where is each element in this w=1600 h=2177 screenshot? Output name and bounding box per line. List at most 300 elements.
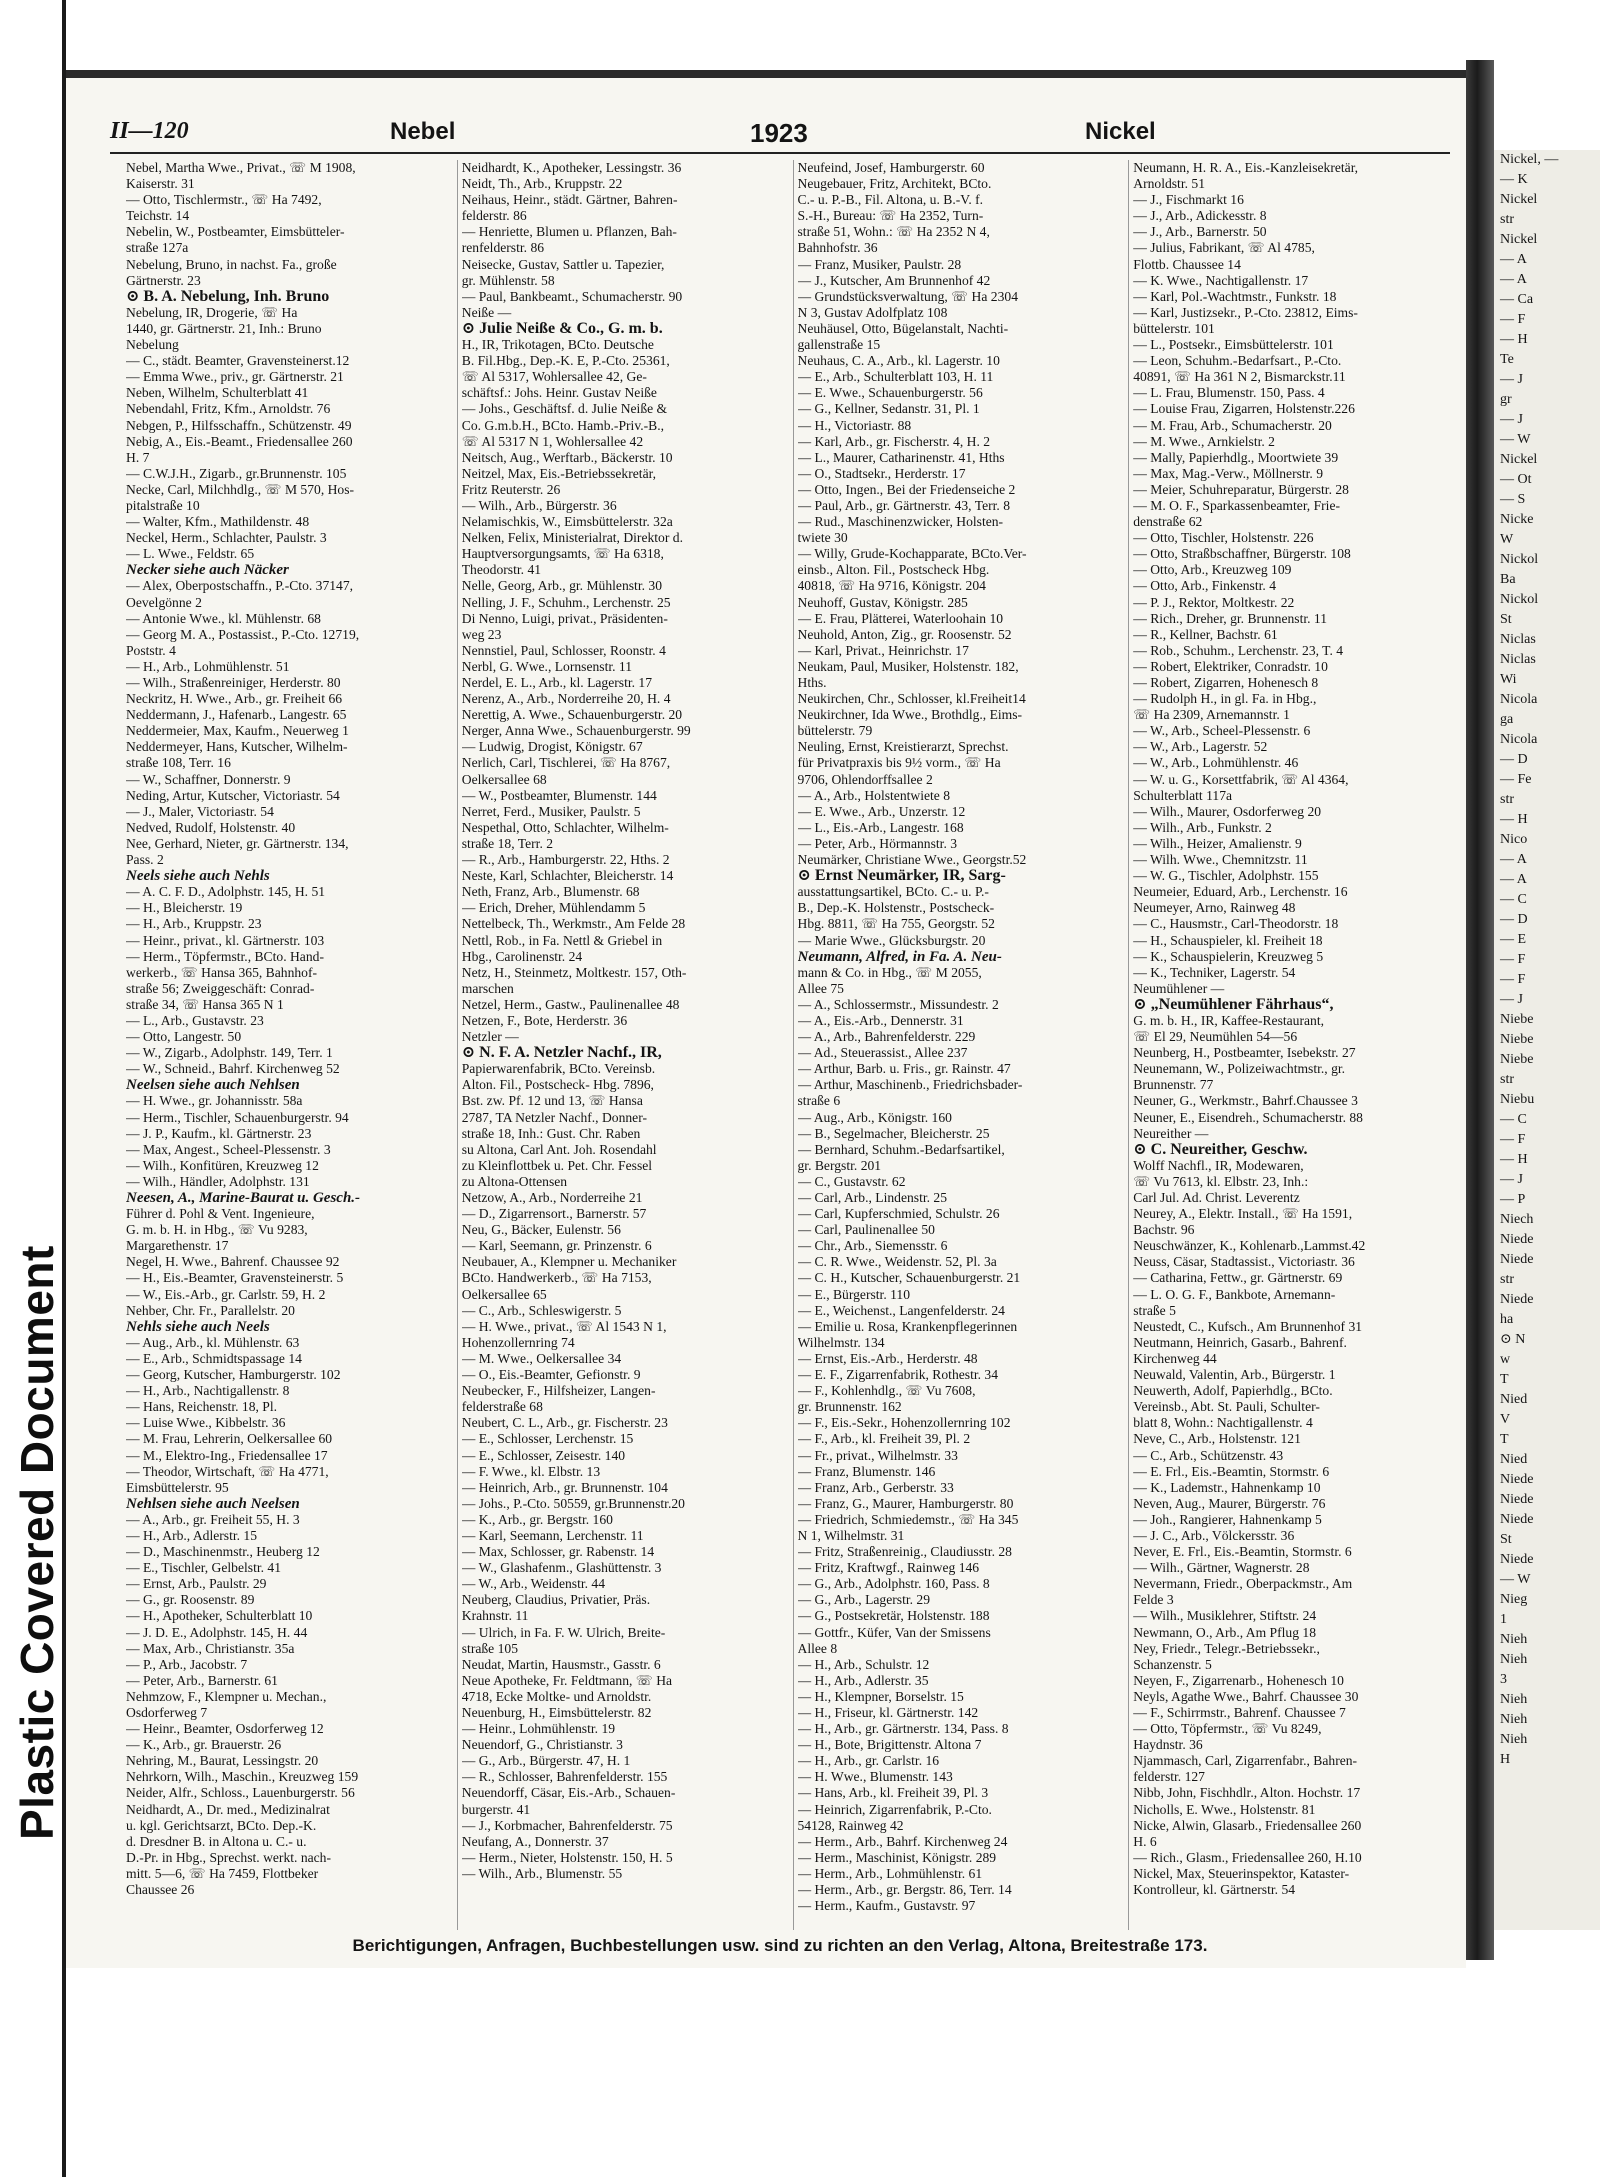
directory-entry: — H., Arb., Schulstr. 12	[797, 1656, 930, 1672]
directory-entry: Neddermann, J., Hafenarb., Langestr. 65	[126, 707, 347, 723]
directory-entry: — H., Friseur, kl. Gärtnerstr. 142	[797, 1705, 979, 1720]
directory-entry: Neuendorff, Cäsar, Eis.-Arb., Schauen-	[461, 1785, 676, 1801]
next-page-entry: Wi	[1500, 672, 1517, 687]
directory-entry: einsb., Alton. Fil., Postscheck Hbg.	[797, 562, 990, 578]
directory-entry: — Ludwig, Drogist, Königstr. 67	[461, 739, 643, 755]
directory-entry: — Herm., Töpfermstr., BCto. Hand-	[126, 948, 324, 964]
directory-entry: — B., Segelmacher, Bleicherstr. 25	[797, 1125, 990, 1141]
directory-entry: — F., Kohlenhdlg., ☏ Vu 7608,	[797, 1383, 976, 1399]
directory-entry: — Walter, Kfm., Mathildenstr. 48	[126, 514, 310, 530]
directory-entry: — Franz, Arb., Gerberstr. 33	[797, 1479, 954, 1495]
directory-entry: — Ulrich, in Fa. F. W. Ulrich, Breite-	[461, 1624, 666, 1640]
directory-entry: — A. C. F. D., Adolphstr. 145, H. 51	[126, 884, 326, 900]
directory-entry: renfelderstr. 86	[461, 240, 545, 256]
directory-entry: — Wilh., Heizer, Amalienstr. 9	[1133, 835, 1302, 851]
directory-entry: — Georg M. A., Postassist., P.-Cto. 12719,	[126, 626, 360, 642]
next-page-entry: Nickel	[1500, 192, 1538, 207]
directory-entry: — Ernst, Eis.-Arb., Herderstr. 48	[797, 1350, 978, 1366]
directory-entry: Nebelung	[126, 337, 179, 353]
directory-entry: — H., Arb., Lohmühlenstr. 51	[126, 658, 290, 674]
directory-entry: — Carl, Arb., Lindenstr. 25	[797, 1190, 948, 1205]
directory-entry: — Luise Wwe., Kibbelstr. 36	[126, 1415, 286, 1431]
directory-entry: — M. O. F., Sparkassenbeamter, Frie-	[1133, 497, 1341, 513]
header-first-name: Nebel	[390, 118, 456, 145]
directory-entry: Neumeyer, Arno, Rainweg 48	[1133, 900, 1296, 916]
directory-entry: Fritz Reuterstr. 26	[461, 481, 561, 497]
directory-entry: Nespethal, Otto, Schlachter, Wilhelm-	[461, 819, 669, 835]
next-page-entry: — W	[1500, 432, 1531, 447]
next-page-entry: ⊙ N	[1500, 1332, 1526, 1347]
directory-entry: ☏ Ha 2309, Arnemannstr. 1	[1133, 707, 1290, 723]
next-page-entry: T	[1500, 1372, 1509, 1387]
directory-entry: — Max, Mag.-Verw., Möllnerstr. 9	[1133, 465, 1324, 481]
directory-entry: Neth, Franz, Arb., Blumenstr. 68	[461, 884, 640, 900]
directory-entry: — H., Bote, Brigittenstr. Altona 7	[797, 1737, 982, 1753]
next-page-entry: Niclas	[1500, 632, 1536, 647]
next-page-entry: — S	[1500, 492, 1526, 507]
page-number: II—120	[110, 118, 189, 144]
directory-entry: N 1, Wilhelmstr. 31	[797, 1527, 905, 1543]
directory-entry: — H., Victoriastr. 88	[797, 417, 912, 433]
next-page-entry: Te	[1500, 352, 1514, 367]
directory-entry: straße 6	[797, 1093, 841, 1109]
directory-entry: — Chr., Arb., Siemensstr. 6	[797, 1238, 948, 1254]
next-page-entry: — F	[1500, 1132, 1526, 1147]
directory-entry: — H., Arb., Adlerstr. 15	[126, 1527, 258, 1543]
directory-entry: Nehring, M., Baurat, Lessingstr. 20	[126, 1753, 319, 1769]
next-page-entry: Niede	[1500, 1232, 1534, 1247]
directory-entry: Neumärker, Christiane Wwe., Georgstr.52	[797, 852, 1027, 868]
next-page-entry: Niebu	[1500, 1092, 1535, 1107]
directory-entry: — W., Arb., Lagerstr. 52	[1133, 739, 1268, 755]
directory-entry: Nee, Gerhard, Nieter, gr. Gärtnerstr. 134,	[126, 835, 349, 851]
directory-entry: — Carl, Paulinenallee 50	[797, 1222, 935, 1238]
directory-entry: — G., Arb., Lagerstr. 29	[797, 1592, 931, 1608]
directory-columns	[126, 160, 1456, 1930]
directory-entry: — H., Arb., Kruppstr. 23	[126, 916, 262, 932]
next-page-entry: str	[1500, 212, 1514, 227]
directory-entry: — Wilh., Maurer, Osdorferweg 20	[1133, 803, 1322, 819]
directory-entry: Neels siehe auch Nehls	[126, 868, 270, 885]
directory-entry: — Wilh., Arb., Blumenstr. 55	[461, 1865, 623, 1881]
directory-entry: Führer d. Pohl & Vent. Ingenieure,	[126, 1206, 315, 1222]
directory-entry: straße 56; Zweiggeschäft: Conrad-	[126, 980, 315, 996]
directory-entry: — L., Postsekr., Eimsbüttelerstr. 101	[1133, 337, 1334, 353]
directory-entry: — Fritz, Straßenreinig., Claudiusstr. 28	[797, 1544, 1012, 1560]
next-page-entry: Nieg	[1500, 1592, 1528, 1607]
left-margin-strip	[0, 0, 66, 2177]
directory-entry: Nelamischkis, W., Eimsbüttelerstr. 32a	[461, 514, 673, 530]
directory-entry: Nerenz, A., Arb., Norderreihe 20, H. 4	[461, 691, 671, 707]
header-rule	[110, 152, 1450, 154]
directory-entry: — Rob., Schuhm., Lerchenstr. 23, T. 4	[1133, 642, 1344, 658]
directory-entry: — Arthur, Barb. u. Fris., gr. Rainstr. 47	[797, 1061, 1011, 1077]
directory-entry: — C. H., Kutscher, Schauenburgerstr. 21	[797, 1270, 1021, 1286]
directory-entry: — Antonie Wwe., kl. Mühlenstr. 68	[126, 610, 321, 626]
directory-entry: straße 51, Wohn.: ☏ Ha 2352 N 4,	[797, 224, 990, 240]
next-page-entry: Niede	[1500, 1492, 1534, 1507]
directory-entry: mann & Co. in Hbg., ☏ M 2055,	[797, 964, 982, 980]
directory-entry: Hauptversorgungsamts, ☏ Ha 6318,	[461, 546, 664, 562]
directory-entry: — E. Frl., Eis.-Beamtin, Stormstr. 6	[1133, 1463, 1330, 1479]
directory-entry: — E., Tischler, Gelbelstr. 41	[126, 1560, 282, 1576]
directory-entry: Nicke, Alwin, Glasarb., Friedensallee 260	[1133, 1817, 1362, 1833]
directory-entry: twiete 30	[797, 530, 848, 546]
next-page-entry: Niede	[1500, 1552, 1534, 1567]
next-page-entry: — F	[1500, 952, 1526, 967]
directory-entry: — E. F., Zigarrenfabrik, Rothestr. 34	[797, 1367, 999, 1383]
directory-entry: — W., Eis.-Arb., gr. Carlstr. 59, H. 2	[126, 1286, 326, 1302]
next-page-entry: gr	[1500, 392, 1512, 407]
directory-entry: Neumann, Alfred, in Fa. A. Neu-	[797, 948, 1002, 965]
directory-entry: — W. u. G., Korsettfabrik, ☏ Al 4364,	[1133, 771, 1349, 787]
directory-entry: — Julius, Fabrikant, ☏ Al 4785,	[1133, 240, 1315, 256]
directory-entry: — M. Frau, Arb., Schumacherstr. 20	[1133, 417, 1332, 433]
directory-entry: Neidhardt, K., Apotheker, Lessingstr. 36	[461, 160, 682, 175]
directory-entry: Netzel, Herm., Gastw., Paulinenallee 48	[461, 996, 680, 1012]
directory-entry: büttelerstr. 79	[797, 723, 873, 739]
directory-entry: Alton. Fil., Postscheck- Hbg. 7896,	[461, 1077, 654, 1093]
directory-entry: Nebelung, Bruno, in nachst. Fa., große	[126, 256, 337, 272]
directory-entry: — Wilh. Wwe., Chemnitzstr. 11	[1133, 852, 1308, 868]
directory-entry: — Karl, Pol.-Wachtmstr., Funkstr. 18	[1133, 288, 1337, 304]
directory-entry: — Max, Arb., Christianstr. 35a	[126, 1640, 295, 1656]
next-page-entry: Nickol	[1500, 592, 1539, 607]
directory-entry: Neve, C., Arb., Holstenstr. 121	[1133, 1431, 1301, 1447]
directory-entry: — M., Elektro-Ing., Friedensallee 17	[126, 1447, 328, 1463]
directory-entry: Neuhoff, Gustav, Königstr. 285	[797, 594, 968, 610]
directory-entry: — Fritz, Kraftwgf., Rainweg 146	[797, 1560, 980, 1576]
directory-entry: Neuschwänzer, K., Kohlenarb.,Lammst.42	[1133, 1238, 1366, 1254]
directory-entry: H. 7	[126, 449, 150, 465]
directory-entry: ausstattungsartikel, BCto. C.- u. P.-	[797, 884, 989, 900]
directory-entry: — Wilh., Arb., Bürgerstr. 36	[461, 497, 617, 513]
directory-entry: Hbg. 8811, ☏ Ha 755, Georgstr. 52	[797, 916, 995, 932]
directory-entry: Nerret, Ferd., Musiker, Paulstr. 5	[461, 803, 641, 819]
directory-entry: ⊙ B. A. Nebelung, Inh. Bruno	[126, 288, 330, 305]
directory-entry: — J., Korbmacher, Bahrenfelderstr. 75	[461, 1817, 673, 1833]
directory-entry: — Heinr., Beamter, Osdorferweg 12	[126, 1721, 324, 1737]
directory-entry: — Paul, Bankbeamt., Schumacherstr. 90	[461, 288, 683, 304]
directory-entry: Bachstr. 96	[1133, 1222, 1195, 1238]
directory-entry: Neu, G., Bäcker, Eulenstr. 56	[461, 1222, 621, 1238]
directory-entry: — Hans, Arb., kl. Freiheit 39, Pl. 3	[797, 1785, 989, 1801]
next-page-entry: — F	[1500, 972, 1526, 987]
directory-entry: — H. Wwe., privat., ☏ Al 1543 N 1,	[461, 1318, 667, 1334]
next-page-entry: Nico	[1500, 832, 1528, 847]
directory-entry: blatt 8, Wohn.: Nachtigallenstr. 4	[1133, 1415, 1313, 1431]
directory-entry: Nehmzow, F., Klempner u. Mechan.,	[126, 1688, 327, 1704]
directory-entry: denstraße 62	[1133, 514, 1203, 530]
directory-entry: Co. G.m.b.H., BCto. Hamb.-Priv.-B.,	[461, 417, 665, 433]
directory-entry: — Heinr., Lohmühlenstr. 19	[461, 1721, 616, 1737]
directory-entry: Pass. 2	[126, 852, 164, 868]
directory-entry: ☏ Al 5317, Wohlersallee 42, Ge-	[461, 369, 647, 385]
directory-entry: d. Dresdner B. in Altona u. C.- u.	[126, 1833, 307, 1849]
directory-entry: — Franz, G., Maurer, Hamburgerstr. 80	[797, 1495, 1014, 1511]
next-page-entry: 1	[1500, 1612, 1507, 1627]
next-page-entry: — H	[1500, 812, 1528, 827]
next-page-entry: — H	[1500, 1152, 1528, 1167]
header-last-name: Nickel	[1085, 118, 1156, 145]
directory-entry: Neven, Aug., Maurer, Bürgerstr. 76	[1133, 1495, 1326, 1511]
next-page-entry: Nieh	[1500, 1692, 1528, 1707]
directory-entry: — L. Wwe., Feldstr. 65	[126, 546, 255, 562]
directory-entry: Neben, Wilhelm, Schulterblatt 41	[126, 385, 309, 401]
directory-entry: — H., Bleicherstr. 19	[126, 900, 243, 916]
directory-entry: felderstraße 68	[461, 1399, 543, 1415]
directory-entry: — J. C., Arb., Völckersstr. 36	[1133, 1527, 1295, 1543]
directory-entry: — J. P., Kaufm., kl. Gärtnerstr. 23	[126, 1125, 312, 1141]
directory-entry: — W., Schaffner, Donnerstr. 9	[126, 771, 291, 787]
directory-entry: Bahnhofstr. 36	[797, 240, 878, 256]
directory-entry: — Peter, Arb., Barnerstr. 61	[126, 1672, 278, 1688]
next-page-entry: Nieh	[1500, 1632, 1528, 1647]
directory-entry: Neuner, G., Werkmstr., Bahrf.Chaussee 3	[1133, 1093, 1358, 1109]
directory-entry: — Herm., Kaufm., Gustavstr. 97	[797, 1898, 976, 1914]
directory-entry: — K., Lademstr., Hahnenkamp 10	[1133, 1479, 1321, 1495]
directory-entry: — Aug., Arb., Königstr. 160	[797, 1109, 952, 1125]
directory-entry: Nedved, Rudolf, Holstenstr. 40	[126, 819, 296, 835]
directory-entry: — Ernst, Arb., Paulstr. 29	[126, 1576, 267, 1592]
directory-entry: Nelling, J. F., Schuhm., Lerchenstr. 25	[461, 594, 671, 610]
directory-entry: pitalstraße 10	[126, 497, 200, 513]
directory-entry: — Karl, Seemann, gr. Prinzenstr. 6	[461, 1238, 652, 1254]
next-page-entry: — J	[1500, 992, 1523, 1007]
directory-entry: straße 34, ☏ Hansa 365 N 1	[126, 996, 284, 1012]
directory-entry: Neddermeier, Max, Kaufm., Neuerweg 1	[126, 723, 349, 739]
directory-entry: Neider, Alfr., Schloss., Lauenburgerstr. 56	[126, 1785, 355, 1801]
next-page-entry: — A	[1500, 272, 1527, 287]
directory-entry: Haydnstr. 36	[1133, 1737, 1203, 1753]
directory-entry: Neumühlener —	[1133, 980, 1225, 996]
next-page-entry: — J	[1500, 1172, 1523, 1187]
next-page-entry: ha	[1500, 1312, 1514, 1327]
next-page-entry: Ba	[1500, 572, 1516, 587]
directory-entry: — Rich., Glasm., Friedensallee 260, H.10	[1133, 1849, 1362, 1865]
directory-entry: Osdorferweg 7	[126, 1705, 208, 1720]
directory-entry: — F., Arb., kl. Freiheit 39, Pl. 2	[797, 1431, 971, 1447]
directory-entry: Neiße —	[461, 304, 512, 320]
next-page-entry: Niede	[1500, 1252, 1534, 1267]
directory-entry: Theodorstr. 41	[461, 562, 542, 578]
directory-entry: felderstr. 86	[461, 208, 527, 224]
directory-entry: — Grundstücksverwaltung, ☏ Ha 2304	[797, 288, 1018, 304]
directory-entry: C.- u. P.-B., Fil. Altona, u. B.-V. f.	[797, 192, 984, 208]
directory-entry: — R., Arb., Hamburgerstr. 22, Hths. 2	[461, 852, 670, 868]
directory-entry: Nennstiel, Paul, Schlosser, Roonstr. 4	[461, 642, 666, 658]
next-page-entry: — F	[1500, 312, 1526, 327]
directory-entry: Margarethenstr. 17	[126, 1238, 229, 1254]
directory-entry: — Erich, Dreher, Mühlendamm 5	[461, 900, 646, 916]
directory-entry: — J., Maler, Victoriastr. 54	[126, 803, 274, 819]
directory-entry: — E. Wwe., Arb., Unzerstr. 12	[797, 803, 966, 819]
directory-entry: — Joh., Rangierer, Hahnenkamp 5	[1133, 1511, 1322, 1527]
directory-entry: — C., Gustavstr. 62	[797, 1173, 906, 1189]
directory-entry: — Arthur, Maschinenb., Friedrichsbader-	[797, 1077, 1023, 1093]
page-header	[110, 118, 1450, 148]
next-page-entry: Nieh	[1500, 1732, 1528, 1747]
spine-label: Plastic Covered Document	[11, 1245, 63, 1840]
directory-entry: — Franz, Blumenstr. 146	[797, 1463, 936, 1479]
directory-entry: B., Dep.-K. Holstenstr., Postscheck-	[797, 900, 995, 916]
directory-entry: — O., Stadtsekr., Herderstr. 17	[797, 465, 966, 481]
next-page-entry: w	[1500, 1352, 1511, 1367]
directory-entry: — W., Arb., Lohmühlenstr. 46	[1133, 755, 1299, 771]
next-page-entry: Niede	[1500, 1292, 1534, 1307]
directory-entry: ☏ El 29, Neumühlen 54—56	[1133, 1029, 1298, 1045]
directory-entry: Nettelbeck, Th., Werkmstr., Am Felde 28	[461, 916, 686, 932]
directory-entry: — O., Eis.-Beamter, Gefionstr. 9	[461, 1367, 641, 1383]
directory-entry: — A., Schlossermstr., Missundestr. 2	[797, 996, 999, 1012]
directory-entry: Nettl, Rob., in Fa. Nettl & Griebel in	[461, 932, 663, 948]
directory-entry: — J., Fischmarkt 16	[1133, 192, 1244, 208]
directory-entry: — C. R. Wwe., Weidenstr. 52, Pl. 3a	[797, 1254, 997, 1270]
directory-entry: Krahnstr. 11	[461, 1608, 529, 1624]
directory-entry: Neukirchen, Chr., Schlosser, kl.Freiheit14	[797, 691, 1026, 707]
directory-entry: Neukam, Paul, Musiker, Holstenstr. 182,	[797, 658, 1019, 674]
directory-entry: Neddermeyer, Hans, Kutscher, Wilhelm-	[126, 739, 348, 755]
directory-entry: Neumeier, Eduard, Arb., Lerchenstr. 16	[1133, 884, 1348, 900]
directory-entry: Neitzel, Max, Eis.-Betriebssekretär,	[461, 465, 656, 481]
directory-entry: — C., Hausmstr., Carl-Theodorstr. 18	[1133, 916, 1339, 932]
directory-entry: Nebgen, P., Hilfsschaffn., Schützenstr. 49	[126, 417, 352, 433]
directory-entry: straße 18, Inh.: Gust. Chr. Raben	[461, 1125, 641, 1141]
directory-entry: — K., Techniker, Lagerstr. 54	[1133, 964, 1296, 980]
directory-entry: — H., Arb., gr. Carlstr. 16	[797, 1753, 940, 1769]
directory-entry: Nehlsen siehe auch Neelsen	[126, 1495, 300, 1512]
directory-entry: Kaiserstr. 31	[126, 176, 195, 192]
directory-entry: — A., Arb., gr. Freiheit 55, H. 3	[126, 1511, 300, 1527]
directory-entry: Neuhaus, C. A., Arb., kl. Lagerstr. 10	[797, 353, 1000, 369]
directory-entry: — F. Wwe., kl. Elbstr. 13	[461, 1463, 601, 1479]
next-page-entry: Niclas	[1500, 652, 1536, 667]
directory-entry: — Wilh., Straßenreiniger, Herderstr. 80	[126, 675, 341, 690]
directory-entry: Neubert, C. L., Arb., gr. Fischerstr. 23	[461, 1415, 668, 1431]
directory-entry: — L. Frau, Blumenstr. 150, Pass. 4	[1133, 385, 1325, 401]
directory-entry: — G., Arb., Adolphstr. 160, Pass. 8	[797, 1576, 990, 1592]
column-1	[126, 160, 449, 1930]
directory-entry: — R., Kellner, Bachstr. 61	[1133, 626, 1278, 642]
next-page-entry: — W	[1500, 1572, 1531, 1587]
directory-entry: Neureither —	[1133, 1125, 1209, 1141]
directory-entry: Negel, H. Wwe., Bahrenf. Chaussee 92	[126, 1254, 340, 1270]
directory-entry: BCto. Handwerkerb., ☏ Ha 7153,	[461, 1270, 652, 1286]
next-page-entry: Nicola	[1500, 692, 1538, 707]
directory-entry: — Robert, Zigarren, Hohenesch 8	[1133, 675, 1319, 690]
directory-entry: 40818, ☏ Ha 9716, Königstr. 204	[797, 578, 986, 594]
directory-entry: — Bernhard, Schuhm.-Bedarfsartikel,	[797, 1141, 1005, 1157]
directory-entry: — Wilh., Konfitüren, Kreuzweg 12	[126, 1157, 319, 1173]
directory-entry: Bst. zw. Pf. 12 und 13, ☏ Hansa	[461, 1093, 643, 1109]
directory-entry: Neuwald, Valentin, Arb., Bürgerstr. 1	[1133, 1367, 1336, 1383]
next-page-entry: ga	[1500, 712, 1514, 727]
directory-entry: S.-H., Bureau: ☏ Ha 2352, Turn-	[797, 208, 984, 224]
directory-entry: — Robert, Elektriker, Conradstr. 10	[1133, 658, 1328, 674]
directory-entry: Neubauer, A., Klempner u. Mechaniker	[461, 1254, 677, 1270]
directory-entry: Hohenzollernring 74	[461, 1334, 575, 1350]
directory-entry: — L., Maurer, Catharinenstr. 41, Hths	[797, 449, 1005, 465]
directory-entry: — J. D. E., Adolphstr. 145, H. 44	[126, 1624, 308, 1640]
directory-entry: — Catharina, Fettw., gr. Gärtnerstr. 69	[1133, 1270, 1343, 1286]
directory-entry: — G., Kellner, Sedanstr. 31, Pl. 1	[797, 401, 980, 417]
directory-entry: — Alex, Oberpostschaffn., P.-Cto. 37147,	[126, 578, 354, 594]
directory-entry: — E., Schlosser, Lerchenstr. 15	[461, 1431, 634, 1447]
directory-entry: — W., Zigarb., Adolphstr. 149, Terr. 1	[126, 1045, 333, 1061]
directory-entry: — H., Arb., Adlerstr. 35	[797, 1672, 929, 1688]
directory-entry: — Georg, Kutscher, Hamburgerstr. 102	[126, 1367, 341, 1383]
directory-entry: straße 18, Terr. 2	[461, 835, 554, 851]
directory-entry: Brunnenstr. 77	[1133, 1077, 1214, 1093]
directory-entry: — Herm., Tischler, Schauenburgerstr. 94	[126, 1109, 349, 1125]
next-page-entry: V	[1500, 1412, 1511, 1427]
directory-entry: — C., Arb., Schleswigerstr. 5	[461, 1302, 622, 1318]
directory-entry: — K., Schauspielerin, Kreuzweg 5	[1133, 948, 1324, 964]
directory-entry: Oelkersallee 65	[461, 1286, 547, 1302]
directory-entry: Nerettig, A. Wwe., Schauenburgerstr. 20	[461, 707, 683, 723]
directory-entry: Neustedt, C., Kufsch., Am Brunnenhof 31	[1133, 1318, 1363, 1334]
directory-entry: — A., Eis.-Arb., Dennerstr. 31	[797, 1012, 964, 1028]
next-page-entry: — E	[1500, 932, 1527, 947]
directory-entry: — Otto, Straßbschaffner, Bürgerstr. 108	[1133, 546, 1351, 562]
directory-entry: Never, E. Frl., Eis.-Beamtin, Stormstr. 6	[1133, 1544, 1352, 1560]
directory-entry: — Rud., Maschinenzwicker, Holsten-	[797, 514, 1004, 530]
next-page-entry: — C	[1500, 1112, 1527, 1127]
directory-entry: — M. Wwe., Arnkielstr. 2	[1133, 433, 1275, 449]
directory-entry: — E., Arb., Schmidtspassage 14	[126, 1350, 302, 1366]
directory-entry: Arnoldstr. 51	[1133, 176, 1205, 192]
directory-entry: — J., Kutscher, Am Brunnenhof 42	[797, 272, 991, 288]
directory-entry: — Heinr., privat., kl. Gärtnerstr. 103	[126, 932, 325, 948]
footer-notice: Berichtigungen, Anfragen, Buchbestellungen usw. sind zu richten an den Verlag, Altona, Breitestraße 173.	[352, 1936, 1208, 1955]
directory-entry: — Otto, Tischler, Holstenstr. 226	[1133, 530, 1314, 546]
directory-entry: 54128, Rainweg 42	[797, 1817, 904, 1833]
directory-entry: Di Nenno, Luigi, privat., Präsidenten-	[461, 610, 668, 626]
directory-entry: Neutmann, Heinrich, Gasarb., Bahrenf.	[1133, 1334, 1347, 1350]
directory-entry: Neitsch, Aug., Werftarb., Bäckerstr. 10	[461, 449, 673, 465]
directory-entry: 4718, Ecke Moltke- und Arnoldstr.	[461, 1688, 652, 1704]
directory-entry: Nehrkorn, Wilh., Maschin., Kreuzweg 159	[126, 1769, 359, 1785]
directory-entry: gallenstraße 15	[797, 337, 881, 353]
directory-entry: marschen	[461, 980, 514, 996]
header-year: 1923	[750, 118, 808, 148]
directory-entry: — Heinrich, Arb., gr. Brunnenstr. 104	[461, 1479, 668, 1495]
directory-entry: Neuling, Ernst, Kreistierarzt, Sprechst.	[797, 739, 1009, 755]
directory-entry: Neuenburg, H., Eimsbüttelerstr. 82	[461, 1705, 652, 1720]
directory-entry: Kontrolleur, kl. Gärtnerstr. 54	[1133, 1882, 1296, 1898]
directory-entry: — Aug., Arb., kl. Mühlenstr. 63	[126, 1334, 300, 1350]
directory-entry: straße 127a	[126, 240, 189, 256]
directory-entry: — E. Frau, Plätterei, Waterloohain 10	[797, 610, 1004, 626]
directory-entry: — F., Eis.-Sekr., Hohenzollernring 102	[797, 1415, 1011, 1431]
next-page-entry: Nicke	[1500, 512, 1534, 527]
directory-entry: — Karl, Privat., Heinrichstr. 17	[797, 642, 969, 658]
directory-entry: — Otto, Ingen., Bei der Friedenseiche 2	[797, 481, 1016, 497]
directory-entry: — Marie Wwe., Glücksburgstr. 20	[797, 932, 986, 948]
directory-entry: — D., Zigarrensort., Barnerstr. 57	[461, 1206, 647, 1222]
directory-entry: 9706, Ohlendorffsallee 2	[797, 771, 933, 787]
directory-entry: Neidt, Th., Arb., Kruppstr. 22	[461, 176, 623, 192]
directory-entry: Neukirchner, Ida Wwe., Brothdlg., Eims-	[797, 707, 1023, 723]
next-page-entry: — J	[1500, 372, 1523, 387]
next-page-entry: St	[1500, 612, 1512, 627]
next-page-entry: Niech	[1500, 1212, 1534, 1227]
directory-entry: Neuendorf, G., Christianstr. 3	[461, 1737, 623, 1753]
directory-entry: — E., Arb., Schulterblatt 103, H. 11	[797, 369, 994, 385]
directory-entry: Nebelung, IR, Drogerie, ☏ Ha	[126, 304, 298, 320]
next-page-entry: — A	[1500, 252, 1527, 267]
directory-entry: Neckritz, H. Wwe., Arb., gr. Freiheit 66	[126, 691, 343, 707]
